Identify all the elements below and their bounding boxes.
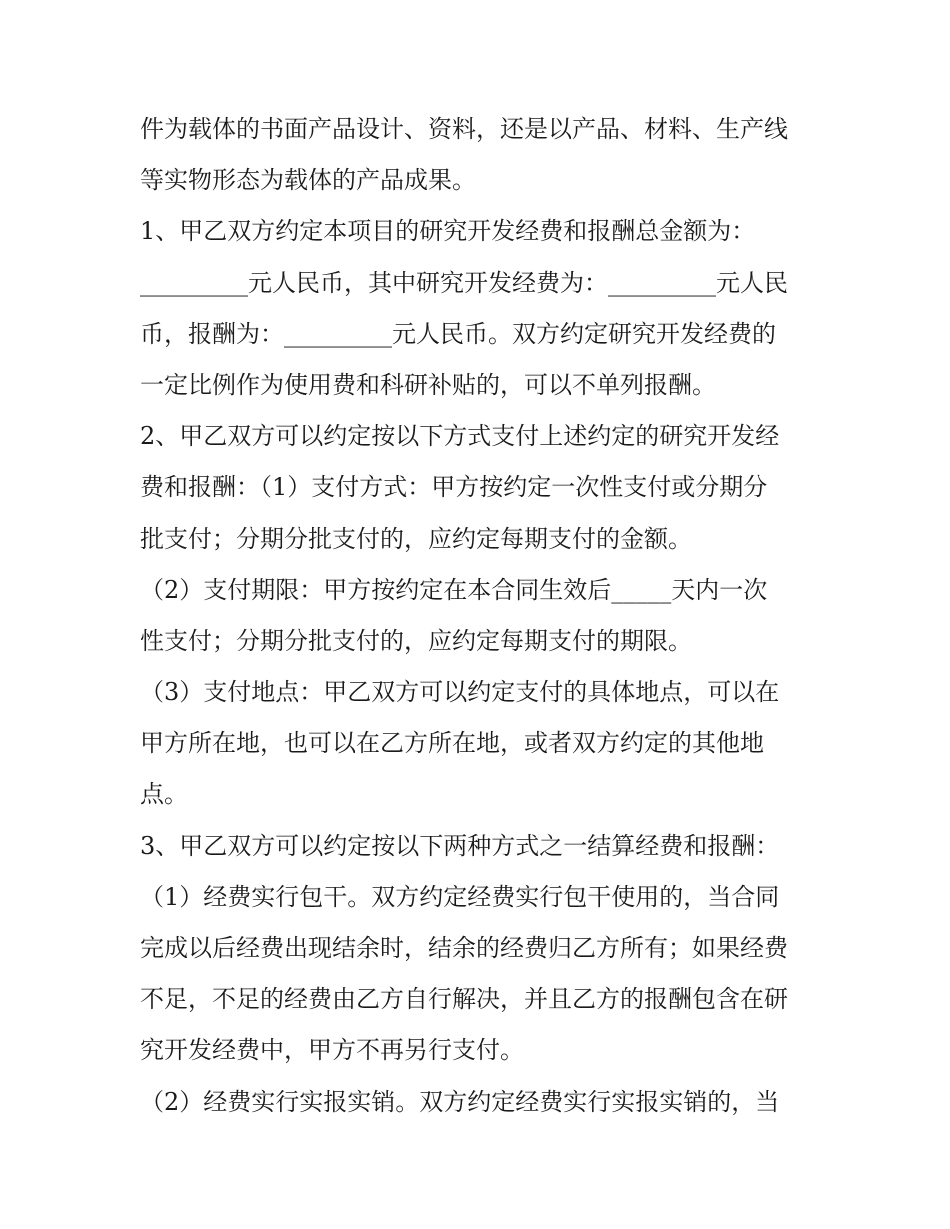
text-line: 究开发经费中，甲方不再另行支付。 [140, 1036, 524, 1065]
text-line: 不足，不足的经费由乙方自行解决，并且乙方的报酬包含在研 [140, 985, 788, 1014]
text-line: （3）支付地点：甲乙双方可以约定支付的具体地点，可以在 [140, 678, 780, 707]
text-line: （1）经费实行包干。双方约定经费实行包干使用的，当合同 [140, 882, 780, 911]
text-line: _________元人民币，其中研究开发经费为：_________元人民 [140, 268, 788, 297]
text-line: 件为载体的书面产品设计、资料，还是以产品、材料、生产线 [140, 115, 788, 143]
text-line: 甲方所在地，也可以在乙方所在地，或者双方约定的其他地 [140, 729, 764, 758]
text-line: 点。 [140, 780, 188, 809]
text-line: 3、甲乙双方可以约定按以下两种方式之一结算经费和报酬： [140, 831, 780, 860]
text-line: 批支付；分期分批支付的，应约定每期支付的金额。 [140, 524, 692, 553]
text-line: 完成以后经费出现结余时，结余的经费归乙方所有；如果经费 [140, 934, 788, 962]
text-line: 性支付；分期分批支付的，应约定每期支付的期限。 [140, 626, 692, 655]
text-line: （2）经费实行实报实销。双方约定经费实行实报实销的，当 [140, 1087, 780, 1116]
text-line: 2、甲乙双方可以约定按以下方式支付上述约定的研究开发经 [140, 422, 780, 451]
text-line: 一定比例作为使用费和科研补贴的，可以不单列报酬。 [140, 370, 716, 399]
text-line: 1、甲乙双方约定本项目的研究开发经费和报酬总金额为： [140, 217, 756, 246]
text-line: 费和报酬：（1）支付方式：甲方按约定一次性支付或分期分 [140, 473, 768, 502]
text-line: 等实物形态为载体的产品成果。 [140, 166, 476, 195]
text-line: （2）支付期限：甲方按约定在本合同生效后_____天内一次 [140, 575, 768, 604]
document-body [140, 104, 812, 1128]
text-line: 币，报酬为：_________元人民币。双方约定研究开发经费的 [140, 319, 776, 348]
